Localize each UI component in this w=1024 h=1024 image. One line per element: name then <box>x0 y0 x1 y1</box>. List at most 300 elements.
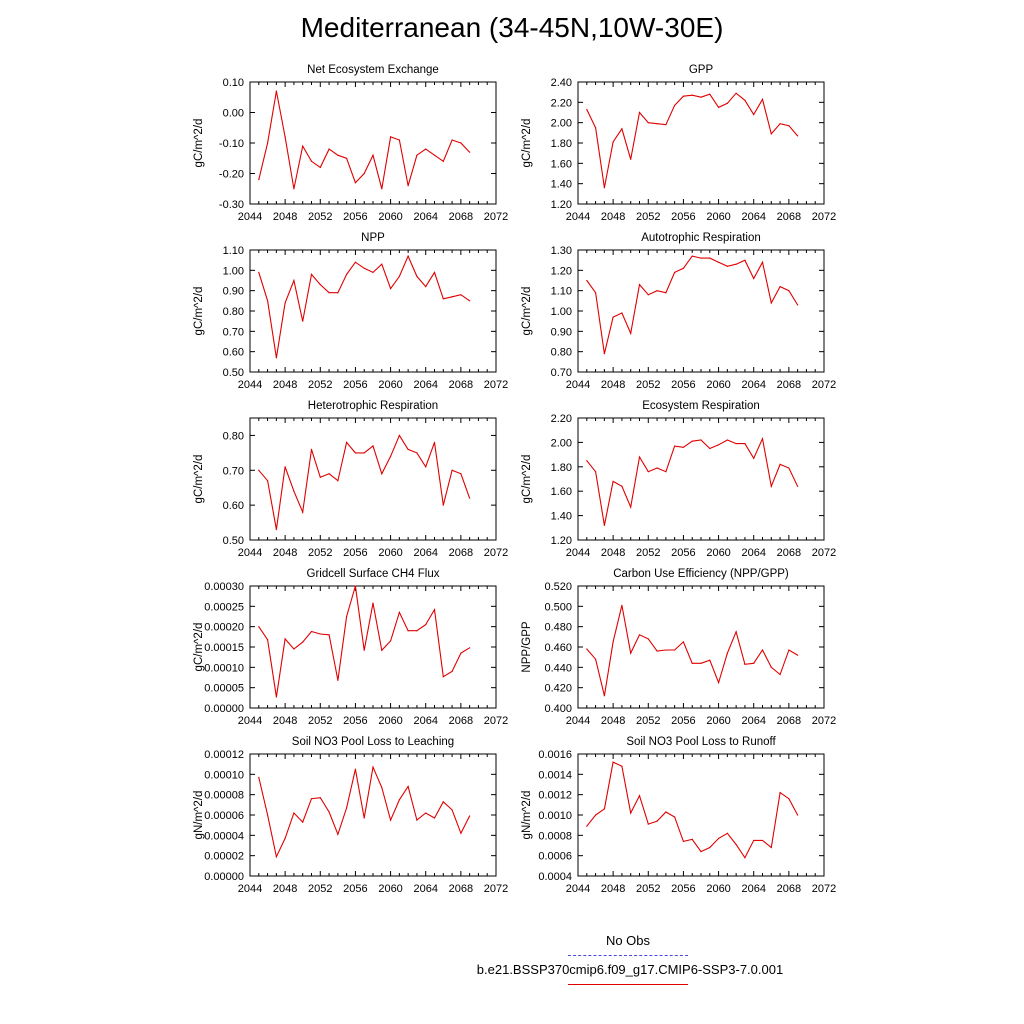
y-tick-label: 0.0004 <box>538 871 572 883</box>
data-point <box>656 467 657 468</box>
y-tick-label: 0.00025 <box>204 601 244 614</box>
data-point <box>630 159 631 160</box>
x-tick-label: 2048 <box>272 715 298 727</box>
data-point <box>779 464 780 465</box>
series-line <box>587 256 798 354</box>
x-tick-label: 2064 <box>741 379 766 391</box>
x-tick-label: 2044 <box>237 883 263 895</box>
y-tick-label: 1.30 <box>550 245 572 257</box>
data-point <box>744 443 745 444</box>
data-point <box>656 290 657 291</box>
y-axis-label: gN/m^2/d <box>193 790 205 840</box>
data-point <box>451 296 452 297</box>
data-point <box>621 312 622 313</box>
y-axis-label: gC/m^2/d <box>521 454 533 504</box>
data-point <box>355 262 356 263</box>
x-tick-label: 2072 <box>483 379 509 391</box>
data-point <box>346 158 347 159</box>
data-point <box>346 274 347 275</box>
x-tick-label: 2072 <box>483 883 509 895</box>
data-point <box>771 133 772 134</box>
y-tick-label: 0.00 <box>222 107 244 120</box>
x-tick-label: 2068 <box>448 883 474 895</box>
data-point <box>586 109 587 110</box>
data-point <box>762 99 763 100</box>
data-point <box>727 833 728 834</box>
data-point <box>293 188 294 189</box>
y-axis-label: NPP/GPP <box>521 621 533 673</box>
plot-frame <box>250 82 496 204</box>
y-tick-label: 0.10 <box>222 77 244 89</box>
x-tick-label: 2056 <box>343 715 368 727</box>
data-point <box>744 664 745 665</box>
y-tick-label: 0.0016 <box>538 749 572 761</box>
data-point <box>613 317 614 318</box>
x-tick-label: 2068 <box>448 379 474 391</box>
data-point <box>425 466 426 467</box>
y-tick-label: 0.00008 <box>204 789 244 802</box>
data-point <box>718 107 719 108</box>
data-point <box>390 640 391 641</box>
data-point <box>744 857 745 858</box>
legend-case-line <box>568 984 688 985</box>
x-tick-label: 2052 <box>308 547 333 559</box>
x-tick-label: 2056 <box>671 379 696 391</box>
data-point <box>656 821 657 822</box>
data-point <box>425 286 426 287</box>
data-point <box>364 650 365 651</box>
x-tick-label: 2060 <box>706 379 731 391</box>
data-point <box>692 95 693 96</box>
data-point <box>718 262 719 263</box>
data-point <box>753 114 754 115</box>
data-point <box>692 256 693 257</box>
data-point <box>320 633 321 634</box>
x-tick-label: 2072 <box>811 379 837 391</box>
x-tick-label: 2060 <box>706 547 731 559</box>
x-tick-label: 2044 <box>565 883 591 895</box>
data-point <box>302 145 303 146</box>
x-tick-label: 2044 <box>565 547 591 559</box>
y-axis-label: gC/m^2/d <box>193 118 205 168</box>
data-point <box>736 844 737 845</box>
panel-title: Gridcell Surface CH4 Flux <box>306 568 440 580</box>
plot-frame <box>250 418 496 540</box>
data-point <box>630 812 631 813</box>
y-tick-label: 2.00 <box>550 437 572 450</box>
data-point <box>311 449 312 450</box>
data-point <box>328 473 329 474</box>
data-point <box>613 762 614 763</box>
panel-title: Heterotrophic Respiration <box>307 400 439 412</box>
data-point <box>700 439 701 440</box>
y-tick-label: 1.40 <box>550 510 572 523</box>
data-point <box>586 460 587 461</box>
panel-title: Soil NO3 Pool Loss to Leaching <box>291 736 455 748</box>
data-point <box>460 653 461 654</box>
data-point <box>595 814 596 815</box>
data-point <box>674 649 675 650</box>
series-line <box>259 435 470 529</box>
data-point <box>460 142 461 143</box>
data-point <box>337 292 338 293</box>
x-tick-label: 2052 <box>636 715 661 727</box>
y-tick-label: 0.0006 <box>538 850 572 863</box>
y-tick-label: 1.80 <box>550 461 572 474</box>
y-tick-label: 0.50 <box>222 535 244 547</box>
plot-frame <box>250 754 496 876</box>
data-point <box>797 655 798 656</box>
data-point <box>753 458 754 459</box>
data-point <box>416 452 417 453</box>
x-tick-label: 2044 <box>237 379 263 391</box>
x-tick-label: 2048 <box>600 883 626 895</box>
x-tick-label: 2048 <box>600 547 626 559</box>
data-point <box>639 284 640 285</box>
data-point <box>267 814 268 815</box>
x-tick-label: 2044 <box>565 211 591 223</box>
y-tick-label: 1.10 <box>222 245 244 257</box>
data-point <box>302 512 303 513</box>
data-point <box>727 439 728 440</box>
legend-obs-label: No Obs <box>605 933 651 948</box>
data-point <box>797 814 798 815</box>
data-point <box>399 276 400 277</box>
data-point <box>709 660 710 661</box>
data-point <box>451 139 452 140</box>
data-point <box>648 471 649 472</box>
x-tick-label: 2060 <box>378 883 403 895</box>
data-point <box>762 438 763 439</box>
x-tick-label: 2064 <box>413 883 438 895</box>
data-point <box>276 529 277 530</box>
y-tick-label: 1.20 <box>550 535 572 547</box>
x-tick-label: 2060 <box>706 883 731 895</box>
y-tick-label: 1.60 <box>550 486 572 499</box>
plot-frame <box>578 754 824 876</box>
x-tick-label: 2064 <box>413 379 438 391</box>
y-tick-label: 0.70 <box>222 326 244 339</box>
chart-panel-4 <box>521 232 836 391</box>
data-point <box>621 486 622 487</box>
data-point <box>788 290 789 291</box>
data-point <box>753 278 754 279</box>
data-point <box>683 841 684 842</box>
data-point <box>285 302 286 303</box>
data-point <box>613 141 614 142</box>
y-tick-label: 1.00 <box>550 306 572 318</box>
data-point <box>779 674 780 675</box>
y-tick-label: 0.0012 <box>538 789 572 802</box>
data-point <box>258 626 259 627</box>
data-point <box>692 839 693 840</box>
data-point <box>320 477 321 478</box>
panel-title: Carbon Use Efficiency (NPP/GPP) <box>613 568 789 580</box>
data-point <box>639 634 640 635</box>
x-tick-label: 2044 <box>565 715 591 727</box>
data-point <box>320 797 321 798</box>
data-point <box>337 480 338 481</box>
x-tick-label: 2052 <box>636 883 661 895</box>
data-point <box>727 266 728 267</box>
data-point <box>434 442 435 443</box>
y-tick-label: 0.460 <box>544 642 572 654</box>
data-point <box>709 847 710 848</box>
data-point <box>595 127 596 128</box>
data-point <box>604 187 605 188</box>
data-point <box>276 91 277 92</box>
data-point <box>718 838 719 839</box>
data-point <box>408 786 409 787</box>
data-point <box>797 135 798 136</box>
x-tick-label: 2068 <box>448 715 474 727</box>
data-point <box>674 816 675 817</box>
x-tick-label: 2056 <box>343 211 368 223</box>
data-point <box>744 100 745 101</box>
data-point <box>372 445 373 446</box>
data-point <box>460 833 461 834</box>
data-point <box>416 630 417 631</box>
data-point <box>700 97 701 98</box>
data-point <box>683 641 684 642</box>
data-point <box>355 769 356 770</box>
y-tick-label: 0.80 <box>222 306 244 318</box>
data-point <box>788 467 789 468</box>
x-tick-label: 2064 <box>741 715 766 727</box>
legend-case-label: b.e21.BSSP370cmip6.f09_g17.CMIP6-SSP3-7.0.001 <box>476 962 784 977</box>
data-point <box>285 136 286 137</box>
data-point <box>451 671 452 672</box>
data-point <box>648 122 649 123</box>
data-point <box>797 304 798 305</box>
data-point <box>692 441 693 442</box>
y-tick-label: 0.70 <box>550 367 572 379</box>
data-point <box>613 641 614 642</box>
y-tick-label: 0.00010 <box>204 769 244 782</box>
x-tick-label: 2060 <box>706 715 731 727</box>
x-tick-label: 2060 <box>378 715 403 727</box>
y-tick-label: 2.20 <box>550 413 572 425</box>
x-tick-label: 2072 <box>811 211 837 223</box>
data-point <box>267 480 268 481</box>
series-line <box>259 256 470 358</box>
x-tick-label: 2068 <box>448 547 474 559</box>
x-tick-label: 2072 <box>483 547 509 559</box>
data-point <box>788 125 789 126</box>
y-tick-label: 0.00002 <box>204 850 244 863</box>
data-point <box>630 653 631 654</box>
data-point <box>328 149 329 150</box>
y-axis-label: gC/m^2/d <box>193 454 205 504</box>
data-point <box>372 602 373 603</box>
data-point <box>700 663 701 664</box>
data-point <box>788 798 789 799</box>
data-point <box>469 152 470 153</box>
y-tick-label: 0.440 <box>544 662 572 675</box>
x-tick-label: 2056 <box>343 547 368 559</box>
data-point <box>408 630 409 631</box>
data-point <box>399 799 400 800</box>
data-point <box>595 292 596 293</box>
data-point <box>639 456 640 457</box>
data-point <box>630 333 631 334</box>
y-tick-label: -0.30 <box>218 199 244 211</box>
chart-panel-10 <box>521 736 836 895</box>
data-point <box>604 808 605 809</box>
data-point <box>293 812 294 813</box>
plot-frame <box>578 82 824 204</box>
data-point <box>469 300 470 301</box>
data-point <box>469 815 470 816</box>
data-point <box>276 856 277 857</box>
data-point <box>258 470 259 471</box>
y-tick-label: 0.480 <box>544 621 572 634</box>
data-point <box>399 612 400 613</box>
x-tick-label: 2060 <box>706 211 731 223</box>
data-point <box>346 807 347 808</box>
data-point <box>355 452 356 453</box>
data-point <box>267 639 268 640</box>
data-point <box>613 481 614 482</box>
data-point <box>267 300 268 301</box>
data-point <box>604 353 605 354</box>
data-point <box>258 179 259 180</box>
y-tick-label: 0.00000 <box>204 871 244 883</box>
y-tick-label: 0.0008 <box>538 830 572 843</box>
panel-title: Autotrophic Respiration <box>641 232 761 244</box>
data-point <box>408 256 409 257</box>
data-point <box>762 262 763 263</box>
data-point <box>709 94 710 95</box>
x-tick-label: 2052 <box>308 715 333 727</box>
data-point <box>337 680 338 681</box>
data-point <box>586 648 587 649</box>
x-tick-label: 2052 <box>636 379 661 391</box>
data-point <box>692 663 693 664</box>
x-tick-label: 2060 <box>378 547 403 559</box>
x-tick-label: 2044 <box>237 547 263 559</box>
y-tick-label: 0.60 <box>222 346 244 359</box>
data-point <box>443 298 444 299</box>
data-point <box>709 258 710 259</box>
chart-panel-5 <box>193 400 508 559</box>
x-tick-label: 2064 <box>741 883 766 895</box>
data-point <box>665 471 666 472</box>
data-point <box>604 525 605 526</box>
data-point <box>425 624 426 625</box>
data-point <box>621 128 622 129</box>
data-point <box>779 792 780 793</box>
data-point <box>364 817 365 818</box>
x-tick-label: 2068 <box>776 211 802 223</box>
data-point <box>700 258 701 259</box>
data-point <box>381 188 382 189</box>
x-tick-label: 2048 <box>600 715 626 727</box>
data-point <box>665 811 666 812</box>
data-point <box>779 123 780 124</box>
x-tick-label: 2052 <box>636 211 661 223</box>
x-tick-label: 2064 <box>413 547 438 559</box>
data-point <box>788 649 789 650</box>
data-point <box>648 294 649 295</box>
data-point <box>302 642 303 643</box>
data-point <box>381 650 382 651</box>
x-tick-label: 2072 <box>483 211 509 223</box>
x-tick-label: 2072 <box>811 547 837 559</box>
y-tick-label: 0.00012 <box>204 749 244 761</box>
data-point <box>683 268 684 269</box>
y-tick-label: 0.90 <box>222 285 244 298</box>
data-point <box>460 473 461 474</box>
data-point <box>443 801 444 802</box>
plot-frame <box>578 418 824 540</box>
data-point <box>744 260 745 261</box>
data-point <box>656 123 657 124</box>
data-point <box>639 795 640 796</box>
data-point <box>416 276 417 277</box>
data-point <box>674 105 675 106</box>
data-point <box>399 435 400 436</box>
data-point <box>630 506 631 507</box>
data-point <box>736 264 737 265</box>
x-tick-label: 2056 <box>343 379 368 391</box>
plot-frame <box>250 250 496 372</box>
data-point <box>258 272 259 273</box>
data-point <box>753 663 754 664</box>
data-point <box>364 173 365 174</box>
data-point <box>469 498 470 499</box>
data-point <box>779 286 780 287</box>
y-tick-label: 0.400 <box>544 703 572 715</box>
data-point <box>390 456 391 457</box>
y-tick-label: 0.00005 <box>204 682 244 695</box>
data-point <box>416 819 417 820</box>
data-point <box>469 647 470 648</box>
data-point <box>586 280 587 281</box>
x-tick-label: 2072 <box>811 883 837 895</box>
chart-panel-3 <box>193 232 508 391</box>
data-point <box>621 605 622 606</box>
x-tick-label: 2048 <box>272 883 298 895</box>
chart-panel-9 <box>193 736 508 895</box>
x-tick-label: 2044 <box>237 715 263 727</box>
y-tick-label: 1.00 <box>222 265 244 278</box>
data-point <box>390 819 391 820</box>
x-tick-label: 2056 <box>343 883 368 895</box>
data-point <box>285 838 286 839</box>
x-tick-label: 2052 <box>308 883 333 895</box>
data-point <box>381 264 382 265</box>
data-point <box>320 284 321 285</box>
x-tick-label: 2052 <box>308 211 333 223</box>
data-point <box>674 445 675 446</box>
x-tick-label: 2064 <box>741 547 766 559</box>
data-point <box>390 288 391 289</box>
data-point <box>381 473 382 474</box>
figure-title: Mediterranean (34-45N,10W-30E) <box>300 12 724 43</box>
data-point <box>736 631 737 632</box>
data-point <box>328 292 329 293</box>
x-tick-label: 2056 <box>671 883 696 895</box>
data-point <box>595 471 596 472</box>
x-tick-label: 2060 <box>378 379 403 391</box>
data-point <box>293 491 294 492</box>
data-point <box>621 766 622 767</box>
data-point <box>639 112 640 113</box>
data-point <box>762 840 763 841</box>
data-point <box>285 638 286 639</box>
data-point <box>302 822 303 823</box>
